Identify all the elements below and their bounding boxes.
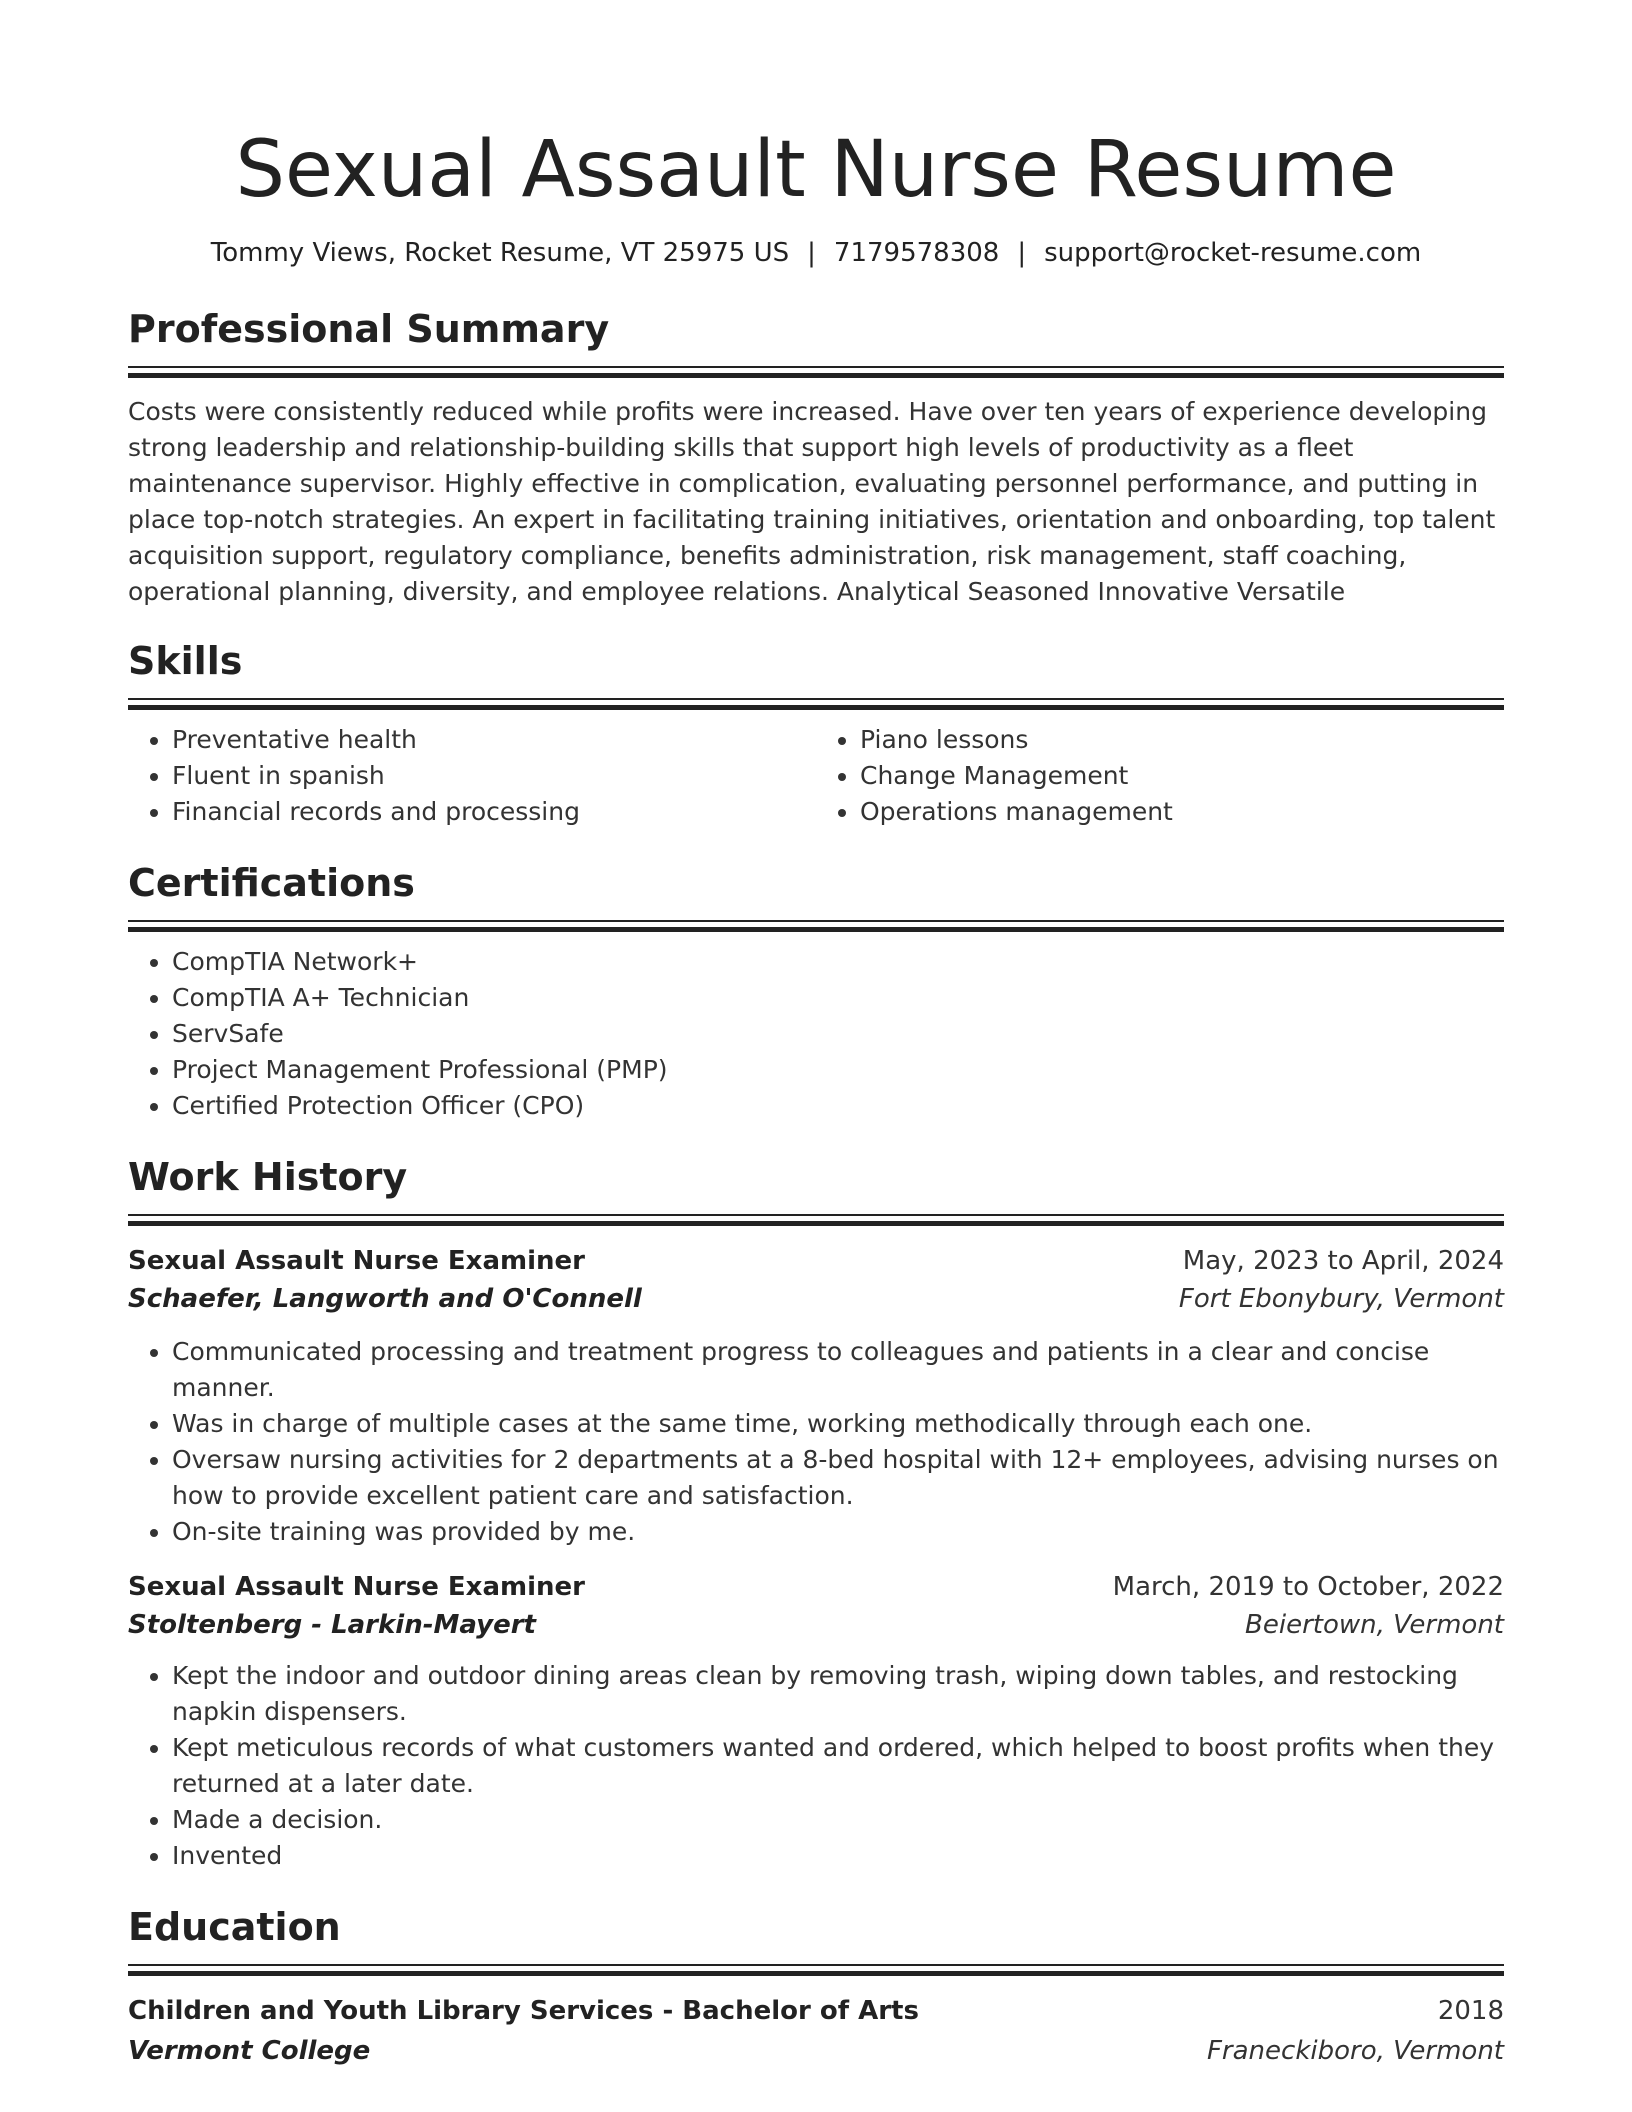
job-header: [128, 1568, 1504, 1606]
job-subheader: [128, 1280, 1504, 1318]
summary-text: Costs were consistently reduced while profits were increased. Have over ten years of experience developing strong leadership and relationship-building skills that support high levels of productivity as a fleet maintenance supervisor. Highly effective in complication, evaluating personnel performance, and putting in place top-notch strategies. An expert in facilitating training initiatives, orientation and onboarding, top talent acquisition support, regulatory compliance, benefits administration, risk management, staff coaching, operational planning, diversity, and employee relations. Analytical Seasoned Innovative Versatile: [128, 397, 1496, 606]
job-company: Stoltenberg - Larkin-Mayert: [128, 1610, 536, 1640]
list-item: • Operations management: [860, 794, 1504, 830]
list-item: • Was in charge of multiple cases at the same time, working methodically through each one.: [172, 1406, 1504, 1442]
section-divider: [128, 1214, 1504, 1224]
job-dates: March, 2019 to October, 2022: [1112, 1572, 1504, 1602]
list-item: • Kept meticulous records of what customers wanted and ordered, which helped to boost profits when they returned at a later date.: [172, 1730, 1504, 1802]
list-item: • Invented: [172, 1838, 1504, 1874]
list-item: • Communicated processing and treatment progress to colleagues and patients in a clear and concise manner.: [172, 1334, 1504, 1406]
education-degree: Children and Youth Library Services - Bachelor of Arts: [128, 1996, 919, 2026]
education-location: Franeckiboro, Vermont: [1206, 2036, 1504, 2066]
job-location: Fort Ebonybury, Vermont: [1178, 1284, 1504, 1314]
list-item: • CompTIA Network+: [172, 944, 1504, 980]
list-item: • Preventative health: [172, 722, 816, 758]
list-item: • Change Management: [860, 758, 1504, 794]
list-item: • Oversaw nursing activities for 2 departments at a 8-bed hospital with 12+ employees, advising nurses on how to provide excellent patient care and satisfaction.: [172, 1442, 1504, 1514]
list-item: • On-site training was provided by me.: [172, 1514, 1504, 1550]
section-heading-skills: Skills: [128, 639, 243, 683]
education-school: Vermont College: [128, 2036, 371, 2066]
job-subheader: [128, 1606, 1504, 1644]
contact-separator: |: [807, 238, 816, 268]
list-item: • Fluent in spanish: [172, 758, 816, 794]
certifications-list: [128, 944, 1504, 1124]
contact-address: Tommy Views, Rocket Resume, VT 25975 US: [210, 238, 790, 268]
list-item: • Certified Protection Officer (CPO): [172, 1088, 1504, 1124]
section-divider: [128, 1964, 1504, 1974]
resume-page: [128, 120, 1504, 2070]
list-item: • Project Management Professional (PMP): [172, 1052, 1504, 1088]
section-heading-summary: Professional Summary: [128, 307, 610, 351]
job-entry: [128, 1242, 1504, 1550]
job-company: Schaefer, Langworth and O'Connell: [128, 1284, 642, 1314]
work-section: [128, 1152, 1504, 1874]
list-item: • CompTIA A+ Technician: [172, 980, 1504, 1016]
contact-phone: 7179578308: [833, 238, 1000, 268]
education-entry: [128, 1992, 1504, 2070]
education-year: 2018: [1437, 1996, 1504, 2026]
skills-list-left: [128, 722, 816, 830]
section-divider: [128, 920, 1504, 930]
job-bullets: [128, 1658, 1504, 1874]
section-divider: [128, 698, 1504, 708]
education-section: [128, 1902, 1504, 2070]
job-role: Sexual Assault Nurse Examiner: [128, 1572, 585, 1602]
section-divider: [128, 366, 1504, 376]
list-item: • Made a decision.: [172, 1802, 1504, 1838]
list-item: • Financial records and processing: [172, 794, 816, 830]
list-item: • ServSafe: [172, 1016, 1504, 1052]
job-entry: [128, 1568, 1504, 1874]
resume-title: Sexual Assault Nurse Resume: [235, 125, 1397, 215]
certifications-section: [128, 858, 1504, 1124]
skills-section: [128, 636, 1504, 830]
job-role: Sexual Assault Nurse Examiner: [128, 1246, 585, 1276]
job-dates: May, 2023 to April, 2024: [1182, 1246, 1504, 1276]
contact-line: [128, 236, 1504, 270]
job-location: Beiertown, Vermont: [1245, 1610, 1504, 1640]
list-item: • Kept the indoor and outdoor dining areas clean by removing trash, wiping down tables, and restocking napkin dispensers.: [172, 1658, 1504, 1730]
job-bullets: [128, 1334, 1504, 1550]
contact-separator: |: [1017, 238, 1027, 268]
summary-section: [128, 304, 1504, 610]
skills-columns: [128, 708, 1504, 830]
contact-email: support@rocket-resume.com: [1044, 238, 1422, 268]
job-header: [128, 1242, 1504, 1280]
education-header: [128, 1992, 1504, 2030]
list-item: • Piano lessons: [860, 722, 1504, 758]
skills-list-right: [816, 722, 1504, 830]
section-heading-work: Work History: [128, 1155, 408, 1199]
section-heading-education: Education: [128, 1905, 341, 1949]
section-heading-certifications: Certifications: [128, 861, 415, 905]
education-subheader: [128, 2032, 1504, 2070]
